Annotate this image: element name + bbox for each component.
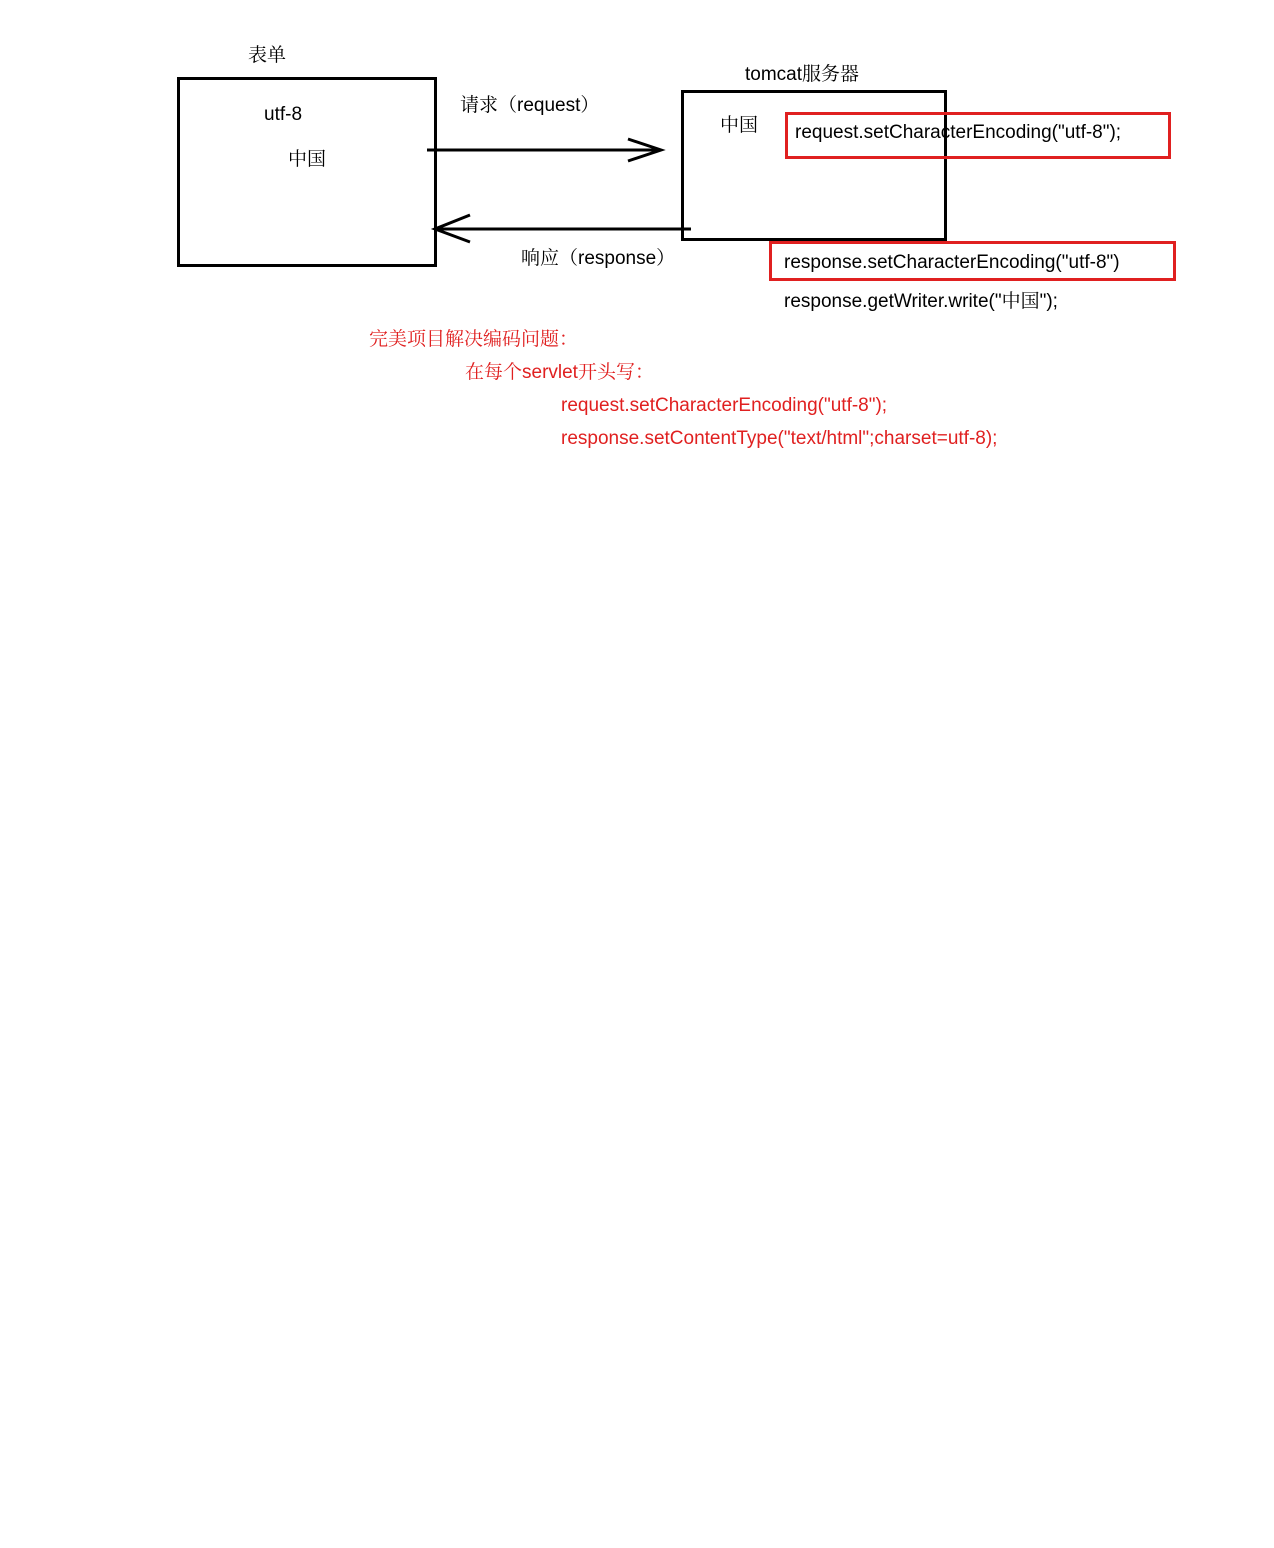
response-label: 响应（response） [521, 248, 676, 269]
server-text: 中国 [720, 115, 759, 136]
note-title: 完美项目解决编码问题： [369, 329, 579, 350]
response-code-line2: response.getWriter.write("中国"); [784, 291, 1058, 312]
response-arrow [435, 215, 691, 242]
request-code: request.setCharacterEncoding("utf-8"); [795, 122, 1122, 143]
note-line1: request.setCharacterEncoding("utf-8"); [561, 395, 888, 416]
request-arrow [427, 139, 661, 161]
form-text: 中国 [288, 149, 327, 170]
form-encoding: utf-8 [264, 104, 303, 125]
note-subtitle: 在每个servlet开头写： [465, 362, 654, 383]
note-line2: response.setContentType("text/html";charset=utf-8); [561, 428, 998, 449]
form-title: 表单 [248, 45, 287, 66]
request-label: 请求（request） [460, 95, 600, 116]
server-title: tomcat服务器 [745, 64, 860, 85]
response-code-line1: response.setCharacterEncoding("utf-8") [784, 252, 1120, 273]
